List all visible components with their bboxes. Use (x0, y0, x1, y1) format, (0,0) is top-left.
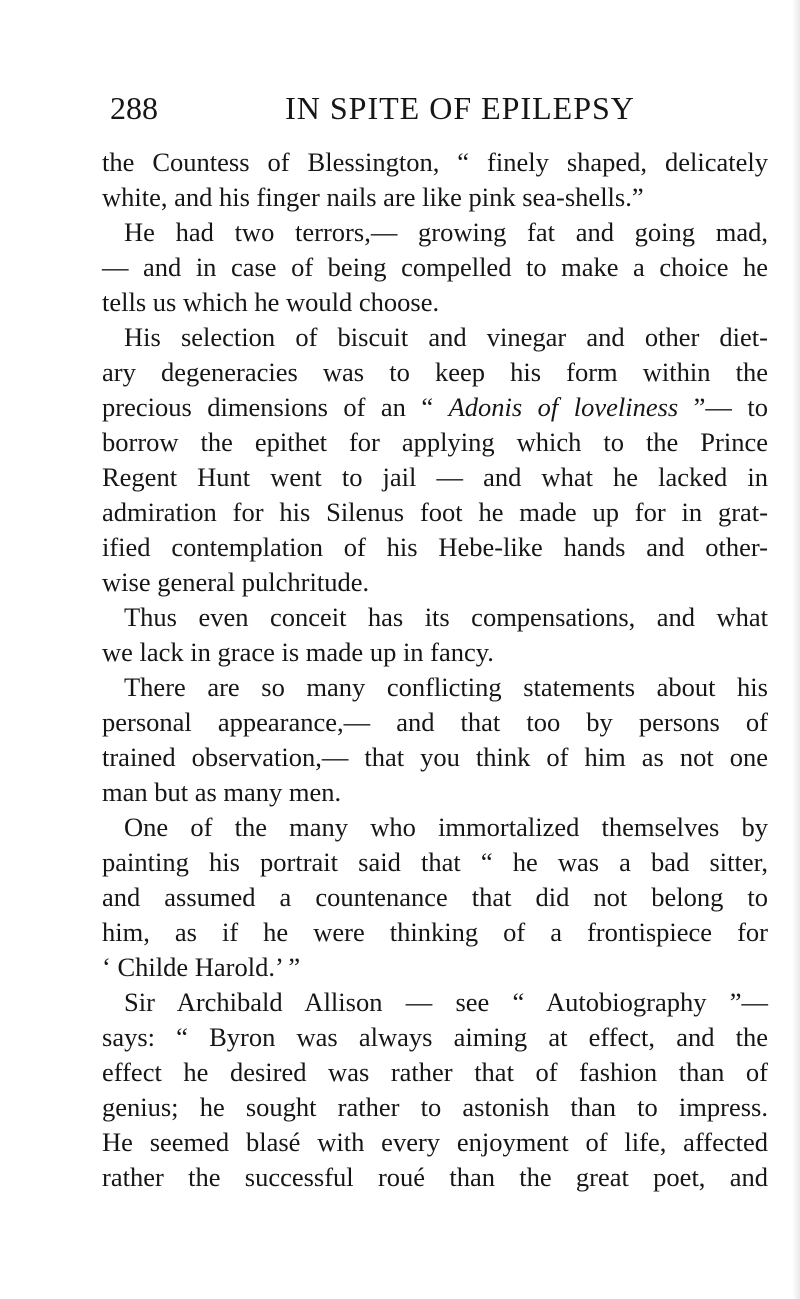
text-line: admiration for his Silenus foot he made up for in grat- (102, 497, 768, 527)
text-line: Regent Hunt went to jail — and what he lacked in (102, 462, 768, 492)
text-line: genius; he sought rather to astonish than to impress. (102, 1092, 768, 1122)
text-line: we lack in grace is made up in fancy. (102, 637, 494, 667)
text-line: Thus even conceit has its compensations, and what (124, 602, 768, 632)
text-segment: ”— to (678, 392, 768, 422)
page-number: 288 (110, 90, 158, 126)
text-line: says: “ Byron was always aiming at effect, and the (102, 1022, 768, 1052)
text-line: His selection of biscuit and vinegar and other diet- (124, 322, 768, 352)
text-line: painting his portrait said that “ he was a bad sitter, (102, 847, 768, 877)
text-line: trained observation,— that you think of him as not one (102, 742, 768, 772)
text-line: him, as if he were thinking of a frontispiece for (102, 917, 768, 947)
body-text (102, 145, 768, 1195)
text-line: white, and his finger nails are like pink sea-shells.” (102, 182, 644, 212)
running-title: IN SPITE OF EPILEPSY (285, 90, 635, 126)
text-line: and assumed a countenance that did not belong to (102, 882, 768, 912)
text-line: He had two terrors,— growing fat and going mad, (124, 217, 768, 247)
page-edge-shadow (792, 0, 800, 1299)
text-line: borrow the epithet for applying which to the Prince (102, 427, 768, 457)
text-segment: precious dimensions of an “ (102, 392, 449, 422)
text-line: ‘ Childe Harold.’ ” (102, 952, 301, 982)
text-line: personal appearance,— and that too by persons of (102, 707, 768, 737)
text-line: — and in case of being compelled to make a choice he (102, 252, 768, 282)
text-line: He seemed blasé with every enjoyment of life, affected (102, 1127, 768, 1157)
text-line: One of the many who immortalized themselves by (124, 812, 768, 842)
text-line: There are so many conflicting statements about his (124, 672, 768, 702)
text-line: Sir Archibald Allison — see “ Autobiography ”— (124, 987, 768, 1017)
text-line: man but as many men. (102, 777, 342, 807)
italic-phrase: Adonis of loveliness (448, 392, 679, 422)
text-line: tells us which he would choose. (102, 287, 440, 317)
text-line: rather the successful roué than the great poet, and (102, 1162, 768, 1192)
text-line: wise general pulchritude. (102, 567, 370, 597)
text-line: the Countess of Blessington, “ finely shaped, delicately (102, 147, 768, 177)
running-header (110, 88, 770, 128)
text-line: ified contemplation of his Hebe-like hands and other- (102, 532, 768, 562)
text-line: effect he desired was rather that of fashion than of (102, 1057, 768, 1087)
text-line: ary degeneracies was to keep his form within the (102, 357, 768, 387)
text-line (102, 390, 768, 425)
